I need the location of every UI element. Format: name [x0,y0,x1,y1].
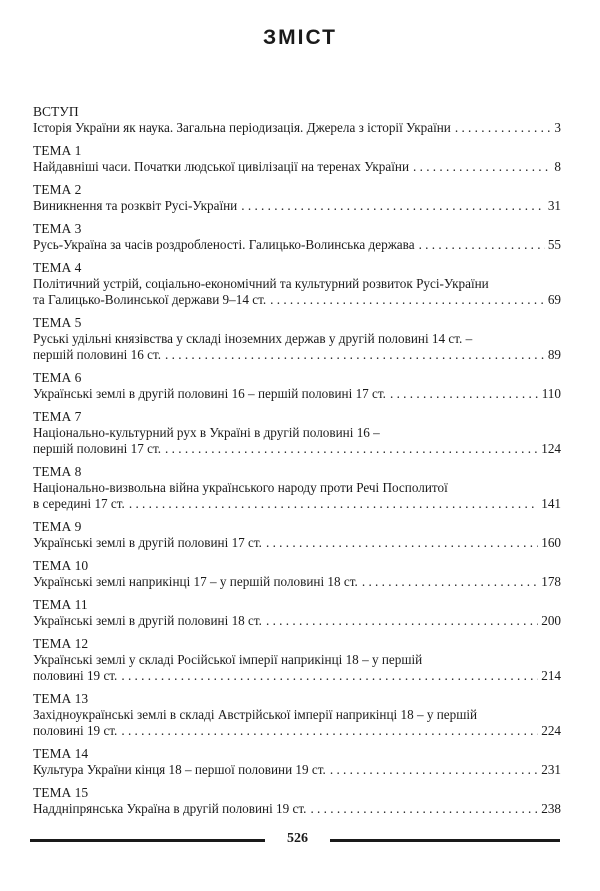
toc-entry [33,636,561,684]
toc-entry-heading: ТЕМА 1 [33,143,82,158]
toc-entry-page-number: 8 [554,159,561,174]
toc-entry [33,260,561,308]
table-of-contents [33,104,561,824]
toc-entry-heading: ТЕМА 3 [33,221,82,236]
toc-entry [33,785,561,817]
dot-leader [266,535,538,551]
dot-leader [121,723,538,739]
page-title: ЗМІСТ [263,26,337,49]
toc-entry-page-number: 224 [541,723,561,738]
toc-entry-text: в середині 17 ст. [33,496,125,511]
toc-entry-page-number: 231 [541,762,561,777]
toc-entry-row [33,723,561,739]
toc-entry [33,558,561,590]
toc-entry-text: Національно-визвольна війна українського народу проти Речі Посполитої [33,480,448,495]
dot-leader [455,120,552,136]
toc-entry [33,519,561,551]
toc-entry-heading: ТЕМА 14 [33,746,89,761]
toc-entry-text: Західноукраїнські землі в складі Австрійської імперії наприкінці 18 – у першій [33,707,478,722]
toc-entry [33,370,561,402]
toc-entry-row [33,762,561,778]
toc-entry-heading: ТЕМА 9 [33,519,82,534]
toc-entry-row [33,347,561,363]
toc-entry-heading: ТЕМА 4 [33,260,82,275]
toc-entry-text: Руські удільні князівства у складі іноземних держав у другій половині 14 ст. – [33,331,473,346]
toc-entry-text: Національно-культурний рух в Україні в другій половині 16 – [33,425,380,440]
dot-leader [419,237,545,253]
toc-entry [33,315,561,363]
footer-rule-right [330,839,560,842]
toc-entry-heading: ТЕМА 12 [33,636,89,651]
footer-rule-left [30,839,265,842]
toc-entry-text: Українські землі наприкінці 17 – у першій половині 18 ст. [33,574,358,589]
dot-leader [165,347,545,363]
toc-entry-text: половині 19 ст. [33,723,118,738]
toc-entry-text: Історія України як наука. Загальна періодизація. Джерела з історії України [33,120,451,135]
toc-entry-text: Культура України кінця 18 – першої половини 19 ст. [33,762,326,777]
toc-entry-text: першій половині 17 ст. [33,441,162,456]
dot-leader [413,159,551,175]
toc-entry-row [33,668,561,684]
dot-leader [270,292,545,308]
toc-entry-row [33,120,561,136]
toc-entry-text: Українські землі у складі Російської імперії наприкінці 18 – у першій [33,652,423,667]
toc-entry-page-number: 110 [541,386,561,401]
toc-entry-row [33,386,561,402]
toc-entry-page-number: 3 [554,120,561,135]
toc-entry-page-number: 214 [541,668,561,683]
toc-entry-heading: ВСТУП [33,104,79,119]
toc-entry-page-number: 55 [547,237,561,252]
toc-entry-text: Українські землі в другій половині 17 ст. [33,535,262,550]
toc-entry [33,182,561,214]
toc-entry-heading: ТЕМА 6 [33,370,82,385]
toc-entry-row [33,441,561,457]
dot-leader [241,198,545,214]
toc-entry-heading: ТЕМА 13 [33,691,89,706]
footer-page-number: 526 [287,831,308,846]
dot-leader [362,574,538,590]
toc-entry [33,597,561,629]
toc-entry-page-number: 178 [541,574,561,589]
toc-entry-page-number: 69 [547,292,561,307]
toc-entry-heading: ТЕМА 15 [33,785,89,800]
toc-entry-page-number: 141 [541,496,561,511]
toc-entry [33,104,561,136]
dot-leader [129,496,538,512]
toc-entry [33,464,561,512]
toc-entry-row [33,237,561,253]
toc-entry-text: Українські землі в другій половині 18 ст. [33,613,262,628]
page-footer [30,830,560,850]
toc-entry-text: та Галицько-Волинської держави 9–14 ст. [33,292,267,307]
toc-entry-row [33,574,561,590]
dot-leader [121,668,538,684]
toc-entry-heading: ТЕМА 7 [33,409,82,424]
toc-entry-row [33,613,561,629]
dot-leader [266,613,538,629]
toc-entry-text: першій половині 16 ст. [33,347,162,362]
dot-leader [330,762,538,778]
toc-entry-page-number: 89 [547,347,561,362]
toc-entry-text: Найдавніші часи. Початки людської цивілізації на теренах України [33,159,410,174]
toc-entry [33,143,561,175]
toc-entry-text: Політичний устрій, соціально-економічний та культурний розвиток Русі-України [33,276,489,291]
toc-entry-text: Виникнення та розквіт Русі-України [33,198,238,213]
toc-entry [33,221,561,253]
toc-entry-page-number: 238 [541,801,561,816]
dot-leader [165,441,538,457]
toc-entry-heading: ТЕМА 8 [33,464,82,479]
toc-entry-row [33,801,561,817]
toc-entry [33,409,561,457]
toc-entry-text: Русь-Україна за часів роздробленості. Галицько-Волинська держава [33,237,415,252]
toc-entry-heading: ТЕМА 5 [33,315,82,330]
toc-entry-heading: ТЕМА 11 [33,597,88,612]
toc-entry-text: Українські землі в другій половині 16 – першій половині 17 ст. [33,386,386,401]
toc-entry [33,691,561,739]
toc-entry-row [33,496,561,512]
toc-entry-heading: ТЕМА 10 [33,558,89,573]
toc-entry-row [33,292,561,308]
toc-entry [33,746,561,778]
toc-entry-text: Наддніпрянська Україна в другій половині 19 ст. [33,801,307,816]
toc-entry-row [33,535,561,551]
dot-leader [390,386,539,402]
toc-entry-row [33,198,561,214]
toc-entry-heading: ТЕМА 2 [33,182,82,197]
toc-entry-page-number: 124 [541,441,561,456]
toc-entry-row [33,159,561,175]
toc-entry-page-number: 31 [547,198,561,213]
toc-entry-text: половині 19 ст. [33,668,118,683]
toc-entry-page-number: 160 [541,535,561,550]
toc-entry-page-number: 200 [541,613,561,628]
dot-leader [310,801,538,817]
